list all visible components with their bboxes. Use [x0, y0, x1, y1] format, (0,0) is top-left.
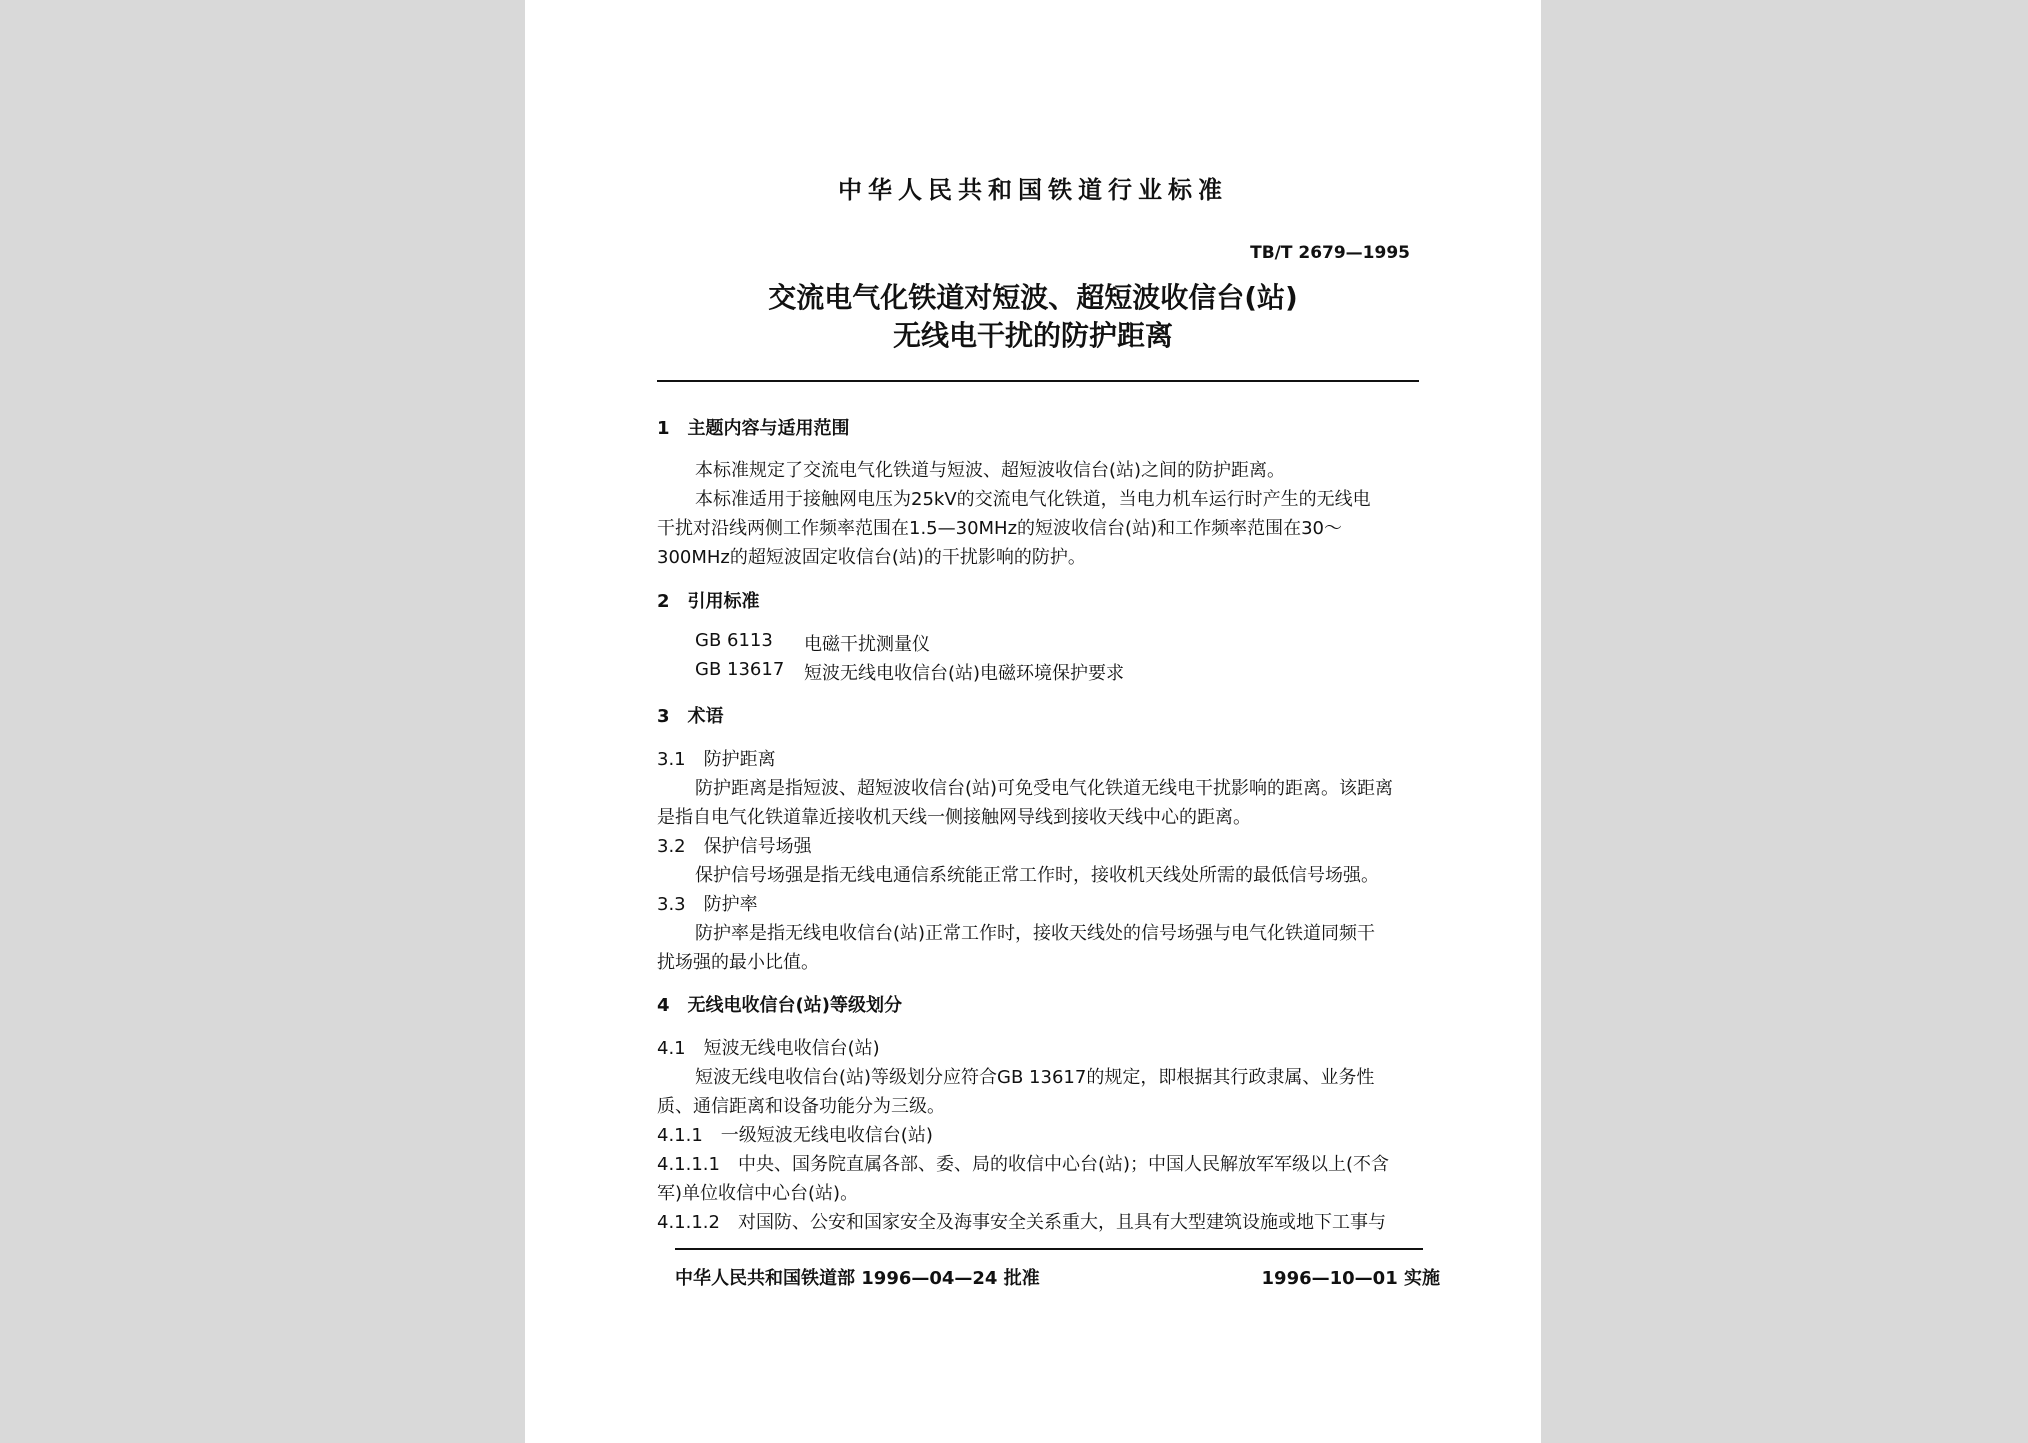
- reference-title: 短波无线电收信台(站)电磁环境保护要求: [804, 663, 1125, 684]
- reference-code: GB 13617: [695, 659, 785, 680]
- clause-3-1-line-2: 是指自电气化铁道靠近接收机天线一侧接触网导线到接收天线中心的距离。: [657, 807, 1251, 828]
- clause-4-1-1-1-line-1: 4.1.1.1 中央、国务院直属各部、委、局的收信中心台(站)；中国人民解放军军级以上(不含: [657, 1154, 1390, 1175]
- effective-date: 1996—10—01 实施: [1261, 1268, 1440, 1289]
- section-1-paragraph-2-line-1: 本标准适用于接触网电压为25kV的交流电气化铁道，当电力机车运行时产生的无线电: [695, 489, 1371, 510]
- clause-3-3-heading: 3.3 防护率: [657, 894, 758, 915]
- standard-category-heading: 中华人民共和国铁道行业标准: [838, 176, 1228, 204]
- reference-code: GB 6113: [695, 630, 773, 651]
- section-2-heading: 2 引用标准: [657, 591, 760, 612]
- standard-code: TB/T 2679—1995: [1250, 243, 1410, 263]
- document-title-line-1: 交流电气化铁道对短波、超短波收信台(站): [768, 281, 1298, 314]
- reference-title: 电磁干扰测量仪: [804, 634, 930, 655]
- approval-statement: 中华人民共和国铁道部 1996—04—24 批准: [675, 1268, 1040, 1289]
- clause-3-3-line-1: 防护率是指无线电收信台(站)正常工作时，接收天线处的信号场强与电气化铁道同频干: [695, 923, 1376, 944]
- section-1-paragraph-2-line-2: 干扰对沿线两侧工作频率范围在1.5—30MHz的短波收信台(站)和工作频率范围在30～: [657, 518, 1342, 539]
- clause-3-3-line-2: 扰场强的最小比值。: [657, 952, 819, 973]
- document-title-line-2: 无线电干扰的防护距离: [892, 319, 1173, 352]
- clause-3-1-heading: 3.1 防护距离: [657, 749, 776, 770]
- clause-4-1-1-2-line-1: 4.1.1.2 对国防、公安和国家安全及海事安全关系重大，且具有大型建筑设施或地下工事与: [657, 1212, 1386, 1233]
- section-1-heading: 1 主题内容与适用范围: [657, 418, 850, 439]
- section-1-paragraph-1: 本标准规定了交流电气化铁道与短波、超短波收信台(站)之间的防护距离。: [695, 460, 1286, 481]
- footer-divider: [675, 1248, 1423, 1250]
- clause-4-1-heading: 4.1 短波无线电收信台(站): [657, 1038, 880, 1059]
- section-1-paragraph-2-line-3: 300MHz的超短波固定收信台(站)的干扰影响的防护。: [657, 547, 1086, 568]
- title-divider: [657, 380, 1419, 382]
- section-3-heading: 3 术语: [657, 706, 724, 727]
- clause-3-2-heading: 3.2 保护信号场强: [657, 836, 812, 857]
- clause-4-1-line-2: 质、通信距离和设备功能分为三级。: [657, 1096, 945, 1117]
- document-page: [525, 0, 1541, 1443]
- clause-3-2-line-1: 保护信号场强是指无线电通信系统能正常工作时，接收机天线处所需的最低信号场强。: [695, 865, 1379, 886]
- clause-3-1-line-1: 防护距离是指短波、超短波收信台(站)可免受电气化铁道无线电干扰影响的距离。该距离: [695, 778, 1394, 799]
- clause-4-1-1-heading: 4.1.1 一级短波无线电收信台(站): [657, 1125, 933, 1146]
- clause-4-1-line-1: 短波无线电收信台(站)等级划分应符合GB 13617的规定，即根据其行政隶属、业务性: [695, 1067, 1375, 1088]
- section-4-heading: 4 无线电收信台(站)等级划分: [657, 995, 902, 1016]
- clause-4-1-1-1-line-2: 军)单位收信中心台(站)。: [657, 1183, 859, 1204]
